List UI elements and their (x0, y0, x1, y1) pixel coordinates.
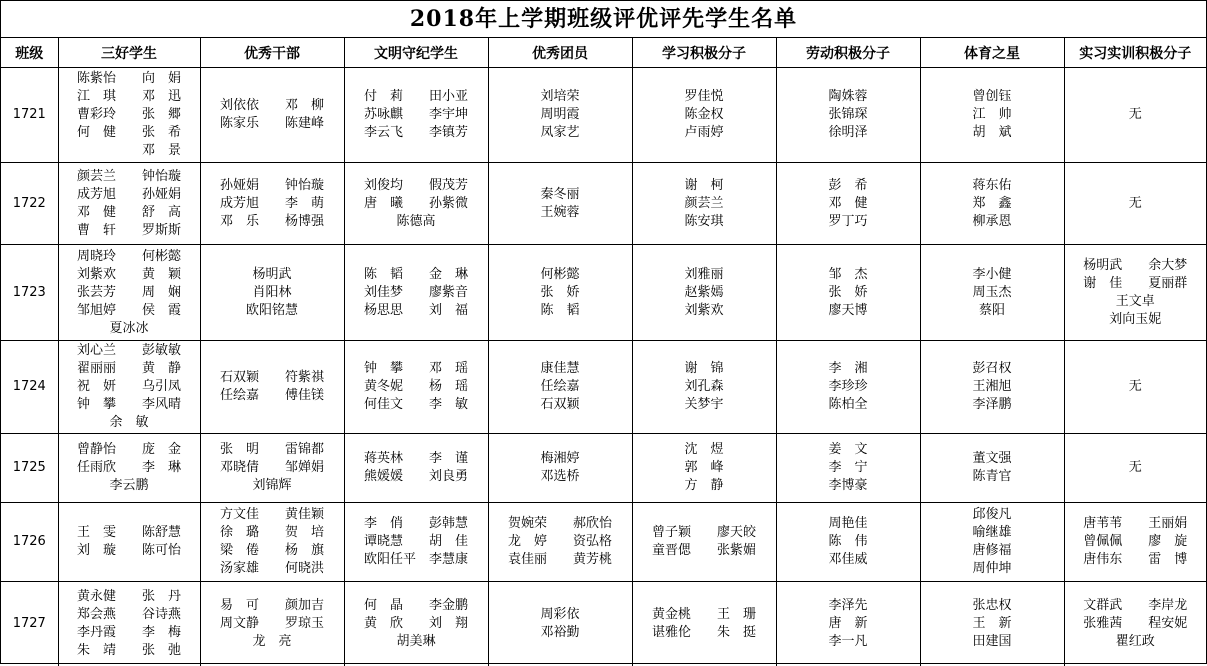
class-number-cell: 1727 (1, 582, 58, 666)
student-name-line: 任绘嘉 (540, 379, 580, 394)
student-name-line: 邓选桥 (540, 469, 580, 484)
labor-activist-cell (776, 163, 920, 245)
sports-star-cell (920, 341, 1064, 434)
header-excellent-league-member: 优秀团员 (488, 38, 632, 68)
student-name-line: 李泽先 (828, 597, 868, 613)
excellent-league-member-cell (488, 245, 632, 341)
internship-activist-cell (1064, 245, 1206, 341)
student-name-line: 刘心兰 彭敏敏 (76, 343, 181, 358)
student-name-line: 谭晓慧 胡 佳 (363, 534, 468, 549)
internship-activist-cell (1064, 503, 1206, 582)
student-name-line: 彭召权 (972, 361, 1012, 376)
disciplined-student-cell (344, 503, 488, 582)
disciplined-student-cell (344, 341, 488, 434)
student-name-line: 龙 亮 (252, 633, 292, 649)
internship-activist-cell (1064, 341, 1206, 434)
student-name-line: 陈家乐 陈建峰 (219, 116, 324, 131)
study-activist-cell (632, 434, 776, 503)
table-row (1, 68, 1206, 163)
student-name-line: 邓裕勤 (540, 624, 580, 640)
student-name-line: 李 宁 (828, 460, 868, 475)
internship-activist-cell (1064, 68, 1206, 163)
merit-student-cell (58, 163, 200, 245)
student-name-line: 李小健 (972, 266, 1012, 282)
student-name-line: 梅湘婷 (540, 451, 580, 466)
student-name-line: 李博豪 (828, 478, 868, 493)
student-name-line: 无 (1128, 195, 1142, 211)
header-disciplined-student: 文明守纪学生 (344, 38, 488, 68)
student-name-line: 曾创钰 (972, 89, 1012, 104)
student-name-line: 谌雅伦 朱 挺 (651, 624, 756, 640)
header-internship-activist: 实习实训积极分子 (1064, 38, 1206, 68)
student-name-line: 曾静怡 庞 金 (76, 442, 181, 457)
student-name-line: 郑会燕 谷诗燕 (76, 606, 181, 622)
student-name-line: 周明霞 (540, 107, 580, 122)
student-name-line: 郑 鑫 (972, 195, 1012, 211)
student-name-line: 康佳慧 (540, 361, 580, 376)
student-name-line: 付 莉 田小亚 (363, 89, 468, 104)
student-name-line: 陈德高 (396, 213, 436, 229)
student-name-line: 无 (1128, 107, 1142, 122)
student-name-line: 苏咏麒 李宇坤 (363, 107, 468, 122)
student-name-line: 黄永健 张 丹 (76, 588, 181, 604)
student-name-line: 谢 锦 (684, 361, 724, 376)
table-row (1, 582, 1206, 666)
student-name-line: 张 娇 (828, 284, 868, 300)
disciplined-student-cell (344, 68, 488, 163)
student-name-line: 邹旭婷 侯 霞 (76, 302, 181, 318)
student-name-line: 夏冰冰 (109, 320, 149, 336)
labor-activist-cell (776, 245, 920, 341)
student-name-line: 王婉蓉 (540, 204, 580, 220)
student-name-line: 欧阳任平 李慧康 (363, 552, 468, 567)
student-name-line: 唐 新 (828, 615, 868, 631)
student-name-line: 曾佩佩 廖 旋 (1083, 534, 1188, 549)
student-name-line: 熊媛媛 刘良勇 (363, 469, 468, 484)
class-number-cell: 1725 (1, 434, 58, 503)
student-name-line: 刘孔森 (684, 379, 724, 394)
student-name-line: 刘紫欢 黄 颖 (76, 266, 181, 282)
student-name-line: 陈柏全 (828, 397, 868, 412)
table-row (1, 341, 1206, 434)
student-name-line: 曾子颖 廖天皎 (651, 525, 756, 540)
class-number-cell: 1724 (1, 341, 58, 434)
labor-activist-cell (776, 434, 920, 503)
student-name-line: 蒋东佑 (972, 177, 1012, 193)
student-name-line: 周文静 罗琼玉 (219, 615, 324, 631)
student-name-line: 赵紫嫣 (684, 284, 724, 300)
student-name-line: 陈安琪 (684, 213, 724, 229)
student-name-line: 任雨欣 李 琳 (76, 460, 181, 475)
student-name-line: 袁佳丽 黄芳桃 (507, 552, 612, 567)
student-name-line: 李云鹏 (109, 478, 149, 493)
study-activist-cell (632, 341, 776, 434)
student-name-line: 颜芸兰 (684, 195, 724, 211)
student-name-line: 成芳旭 孙娅娟 (76, 186, 181, 202)
student-name-line: 刘紫欢 (684, 302, 724, 318)
student-name-line: 刘 璇 陈可怡 (76, 543, 181, 558)
student-name-line: 瞿红政 (1115, 633, 1155, 649)
header-labor-activist: 劳动积极分子 (776, 38, 920, 68)
student-name-line: 秦冬丽 (540, 186, 580, 202)
student-name-line: 刘俊均 假茂芳 (363, 177, 468, 193)
excellent-cadre-cell (200, 341, 344, 434)
student-name-line: 刘锦辉 (252, 478, 292, 493)
student-name-line: 黄冬妮 杨 瑶 (363, 379, 468, 394)
excellent-cadre-cell (200, 503, 344, 582)
table-row (1, 163, 1206, 245)
labor-activist-cell (776, 503, 920, 582)
student-name-line: 无 (1128, 460, 1142, 475)
header-class: 班级 (1, 38, 58, 68)
student-name-line: 刘佳梦 廖紫音 (363, 284, 468, 300)
excellent-league-member-cell (488, 341, 632, 434)
student-name-line: 陈金权 (684, 107, 724, 122)
student-name-line: 卢雨婷 (684, 125, 724, 140)
student-name-line: 徐 璐 贺 培 (219, 525, 324, 540)
student-name-line: 凤家艺 (540, 125, 580, 140)
study-activist-cell (632, 503, 776, 582)
merit-student-cell (58, 503, 200, 582)
sports-star-cell (920, 582, 1064, 666)
internship-activist-cell (1064, 434, 1206, 503)
student-name-line: 江 帅 (972, 107, 1012, 122)
student-name-line: 周彩依 (540, 606, 580, 622)
excellent-cadre-cell (200, 434, 344, 503)
student-name-line: 刘雅丽 (684, 266, 724, 282)
student-name-line: 唐修福 (972, 543, 1012, 558)
merit-student-cell (58, 68, 200, 163)
student-name-line: 李丹霞 李 梅 (76, 624, 181, 640)
award-table (1, 38, 1206, 666)
student-name-line: 曹 轩 罗斯斯 (76, 222, 181, 238)
student-name-line: 黄金桃 王 珊 (651, 606, 756, 622)
excellent-league-member-cell (488, 68, 632, 163)
student-name-line: 何 健 张 希 (76, 125, 181, 140)
student-name-line: 邓 健 (828, 195, 868, 211)
student-name-line: 李 俏 彭韩慧 (363, 516, 468, 531)
student-name-line: 张芸芳 周 娴 (76, 284, 181, 300)
student-name-line: 李一凡 (828, 633, 868, 649)
student-name-line: 邓佳威 (828, 552, 868, 567)
excellent-cadre-cell (200, 163, 344, 245)
student-name-line: 石双颖 符紫祺 (219, 370, 324, 385)
student-name-line: 周晓玲 何彬懿 (76, 248, 181, 264)
student-name-line: 孙娅娟 钟怡璇 (219, 177, 324, 193)
student-name-line: 胡美琳 (396, 633, 436, 649)
student-name-line: 陈紫怡 向 娟 (76, 71, 181, 86)
student-name-line: 余 敏 (109, 415, 149, 430)
student-name-line: 王 雯 陈舒慧 (76, 525, 181, 540)
student-name-line: 罗佳悦 (684, 89, 724, 104)
student-name-line: 李 湘 (828, 361, 868, 376)
student-name-line: 汤家雄 何晓洪 (219, 561, 324, 576)
student-name-line: 石双颖 (540, 397, 580, 412)
student-name-line: 何佳文 李 敏 (363, 397, 468, 412)
student-name-line: 关梦宇 (684, 397, 724, 412)
student-name-line: 董文强 (972, 451, 1012, 466)
class-number-cell: 1723 (1, 245, 58, 341)
study-activist-cell (632, 163, 776, 245)
student-name-line: 钟 攀 邓 瑶 (363, 361, 468, 376)
student-name-line: 王 新 (972, 615, 1012, 631)
student-name-line: 李云飞 李镇芳 (363, 125, 468, 140)
student-name-line: 唐 曦 孙紫微 (363, 195, 468, 211)
merit-student-cell (58, 245, 200, 341)
student-name-line: 廖天博 (828, 302, 868, 318)
disciplined-student-cell (344, 434, 488, 503)
student-name-line: 刘培荣 (540, 89, 580, 104)
student-name-line: 方 静 (684, 478, 724, 493)
student-name-line: 王文卓 (1115, 293, 1155, 309)
student-name-line: 周仲坤 (972, 561, 1012, 576)
student-name-line: 唐苇苇 王丽娟 (1083, 516, 1188, 531)
internship-activist-cell (1064, 582, 1206, 666)
table-row (1, 503, 1206, 582)
student-name-line: 姜 文 (828, 442, 868, 457)
student-name-line: 贺婉荣 郝欣怡 (507, 516, 612, 531)
excellent-cadre-cell (200, 68, 344, 163)
student-name-line: 陈青官 (972, 469, 1012, 484)
labor-activist-cell (776, 68, 920, 163)
student-name-line: 谢 佳 夏丽群 (1083, 275, 1188, 291)
student-name-line: 欧阳铭慧 (245, 302, 298, 318)
student-name-line: 杨明武 余大梦 (1083, 257, 1188, 273)
student-name-line: 何彬懿 (540, 266, 580, 282)
disciplined-student-cell (344, 163, 488, 245)
student-name-line: 祝 妍 乌引凤 (76, 379, 181, 394)
sports-star-cell (920, 245, 1064, 341)
student-name-line: 邹 杰 (828, 266, 868, 282)
student-name-line: 唐伟东 雷 博 (1083, 552, 1188, 567)
sports-star-cell (920, 434, 1064, 503)
class-number-cell: 1726 (1, 503, 58, 582)
internship-activist-cell (1064, 163, 1206, 245)
student-name-line: 张雅茜 程安妮 (1083, 615, 1188, 631)
student-name-line: 张忠权 (972, 597, 1012, 613)
study-activist-cell (632, 68, 776, 163)
excellent-league-member-cell (488, 582, 632, 666)
merit-student-cell (58, 582, 200, 666)
disciplined-student-cell (344, 245, 488, 341)
student-name-line: 成芳旭 李 萌 (219, 195, 324, 211)
student-name-line: 陈 伟 (828, 534, 868, 549)
student-name-line: 谢 柯 (684, 177, 724, 193)
student-name-line: 曹彩玲 张 郷 (76, 107, 181, 122)
excellent-league-member-cell (488, 503, 632, 582)
student-name-line: 童晋偲 张紫媚 (651, 543, 756, 558)
student-name-line: 张 明 雷锦都 (219, 442, 324, 457)
student-name-line: 周玉杰 (972, 284, 1012, 300)
student-name-line: 罗丁巧 (828, 213, 868, 229)
header-merit-student: 三好学生 (58, 38, 200, 68)
student-name-line: 陈 韬 (540, 302, 580, 318)
student-name-line: 邓 健 舒 高 (76, 204, 181, 220)
header-row (1, 38, 1206, 68)
student-name-line: 颜芸兰 钟怡璇 (76, 168, 181, 184)
student-name-line: 徐明泽 (828, 125, 868, 140)
sheet-title: 2018年上学期班级评优评先学生名单 (1, 1, 1206, 38)
student-name-line: 喻继雄 (972, 525, 1012, 540)
student-name-line: 黄 欣 刘 翔 (363, 615, 468, 631)
student-name-line: 柳承恩 (972, 213, 1012, 229)
study-activist-cell (632, 582, 776, 666)
student-name-line: 邓晓倩 邹婵娟 (219, 460, 324, 475)
student-name-line: 任绘嘉 傅佳镁 (219, 388, 324, 403)
student-name-line: 蒋英林 李 谨 (363, 451, 468, 466)
student-name-line: 邓 景 (76, 143, 181, 158)
study-activist-cell (632, 245, 776, 341)
student-name-line: 龙 婷 资弘格 (507, 534, 612, 549)
class-number-cell: 1721 (1, 68, 58, 163)
sports-star-cell (920, 163, 1064, 245)
excellent-cadre-cell (200, 582, 344, 666)
student-name-line: 江 琪 邓 迅 (76, 89, 181, 104)
merit-student-cell (58, 341, 200, 434)
student-name-line: 郭 峰 (684, 460, 724, 475)
student-name-line: 何 晶 李金鹏 (363, 597, 468, 613)
labor-activist-cell (776, 582, 920, 666)
student-name-line: 杨思思 刘 福 (363, 302, 468, 318)
student-name-line: 刘向玉妮 (1109, 311, 1162, 327)
student-name-line: 方文佳 黄佳颖 (219, 507, 324, 522)
sports-star-cell (920, 68, 1064, 163)
student-name-line: 陶姝蓉 (828, 89, 868, 104)
excellent-league-member-cell (488, 163, 632, 245)
student-name-line: 张锦琛 (828, 107, 868, 122)
student-name-line: 沈 煜 (684, 442, 724, 457)
student-name-line: 无 (1128, 379, 1142, 394)
student-name-line: 邱俊凡 (972, 507, 1012, 522)
student-name-line: 胡 斌 (972, 125, 1012, 140)
sports-star-cell (920, 503, 1064, 582)
student-name-line: 刘依依 邓 柳 (219, 98, 324, 113)
student-name-line: 易 可 颜加吉 (219, 597, 324, 613)
student-name-line: 周艳佳 (828, 516, 868, 531)
header-study-activist: 学习积极分子 (632, 38, 776, 68)
student-name-line: 田建国 (972, 633, 1012, 649)
header-sports-star: 体育之星 (920, 38, 1064, 68)
student-name-line: 文群武 李岸龙 (1083, 597, 1188, 613)
student-name-line: 陈 韬 金 琳 (363, 266, 468, 282)
student-name-line: 肖阳林 (252, 284, 292, 300)
student-name-line: 王湘旭 (972, 379, 1012, 394)
disciplined-student-cell (344, 582, 488, 666)
student-name-line: 钟 攀 李风晴 (76, 397, 181, 412)
student-name-line: 蔡阳 (978, 302, 1005, 318)
student-name-line: 朱 靖 张 弛 (76, 642, 181, 658)
table-row (1, 245, 1206, 341)
student-name-line: 李珍珍 (828, 379, 868, 394)
student-name-line: 彭 希 (828, 177, 868, 193)
student-name-line: 李泽鹏 (972, 397, 1012, 412)
labor-activist-cell (776, 341, 920, 434)
student-name-line: 梁 倦 杨 旗 (219, 543, 324, 558)
excellent-league-member-cell (488, 434, 632, 503)
student-name-line: 邓 乐 杨博强 (219, 213, 324, 229)
student-name-line: 翟丽丽 黄 静 (76, 361, 181, 376)
merit-student-cell (58, 434, 200, 503)
student-name-line: 张 娇 (540, 284, 580, 300)
class-number-cell: 1722 (1, 163, 58, 245)
header-excellent-cadre: 优秀干部 (200, 38, 344, 68)
excellent-cadre-cell (200, 245, 344, 341)
student-name-line: 杨明武 (252, 266, 292, 282)
table-row (1, 434, 1206, 503)
